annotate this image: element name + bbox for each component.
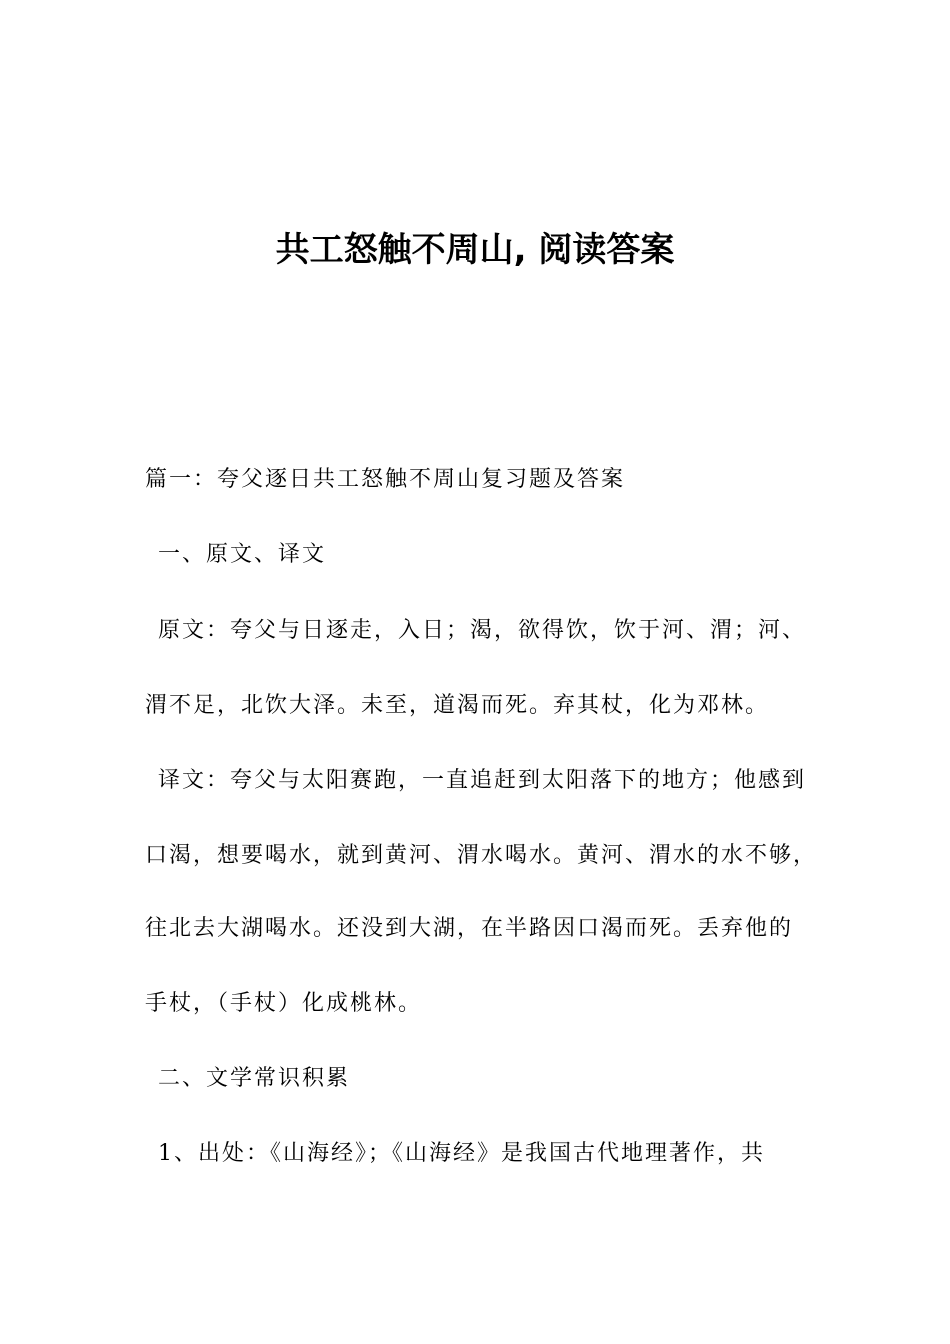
paragraph-line: 手杖，（手杖）化成桃林。 xyxy=(145,991,423,1016)
document-title: 共工怒触不周山, 阅读答案 xyxy=(275,230,675,270)
subsection-heading: 一、原文、译文 xyxy=(158,542,327,567)
section-heading: 篇一：夸父逐日共工怒触不周山复习题及答案 xyxy=(145,467,626,492)
paragraph-line: 往北去大湖喝水。还没到大湖，在半路因口渴而死。丢弃他的 xyxy=(145,916,794,941)
paragraph-line: 1、出处：《山海经》；《山海经》是我国古代地理著作，共 xyxy=(158,1141,765,1166)
paragraph-line: 译文：夸父与太阳赛跑，一直追赶到太阳落下的地方；他感到 xyxy=(158,768,807,793)
paragraph-line: 原文：夸父与日逐走，入日；渴，欲得饮，饮于河、渭；河、 xyxy=(158,618,807,643)
subsection-heading: 二、文学常识积累 xyxy=(158,1066,351,1091)
paragraph-line: 渭不足，北饮大泽。未至，道渴而死。弃其杖，化为邓林。 xyxy=(145,693,770,718)
paragraph-line: 口渴，想要喝水，就到黄河、渭水喝水。黄河、渭水的水不够， xyxy=(145,843,818,868)
